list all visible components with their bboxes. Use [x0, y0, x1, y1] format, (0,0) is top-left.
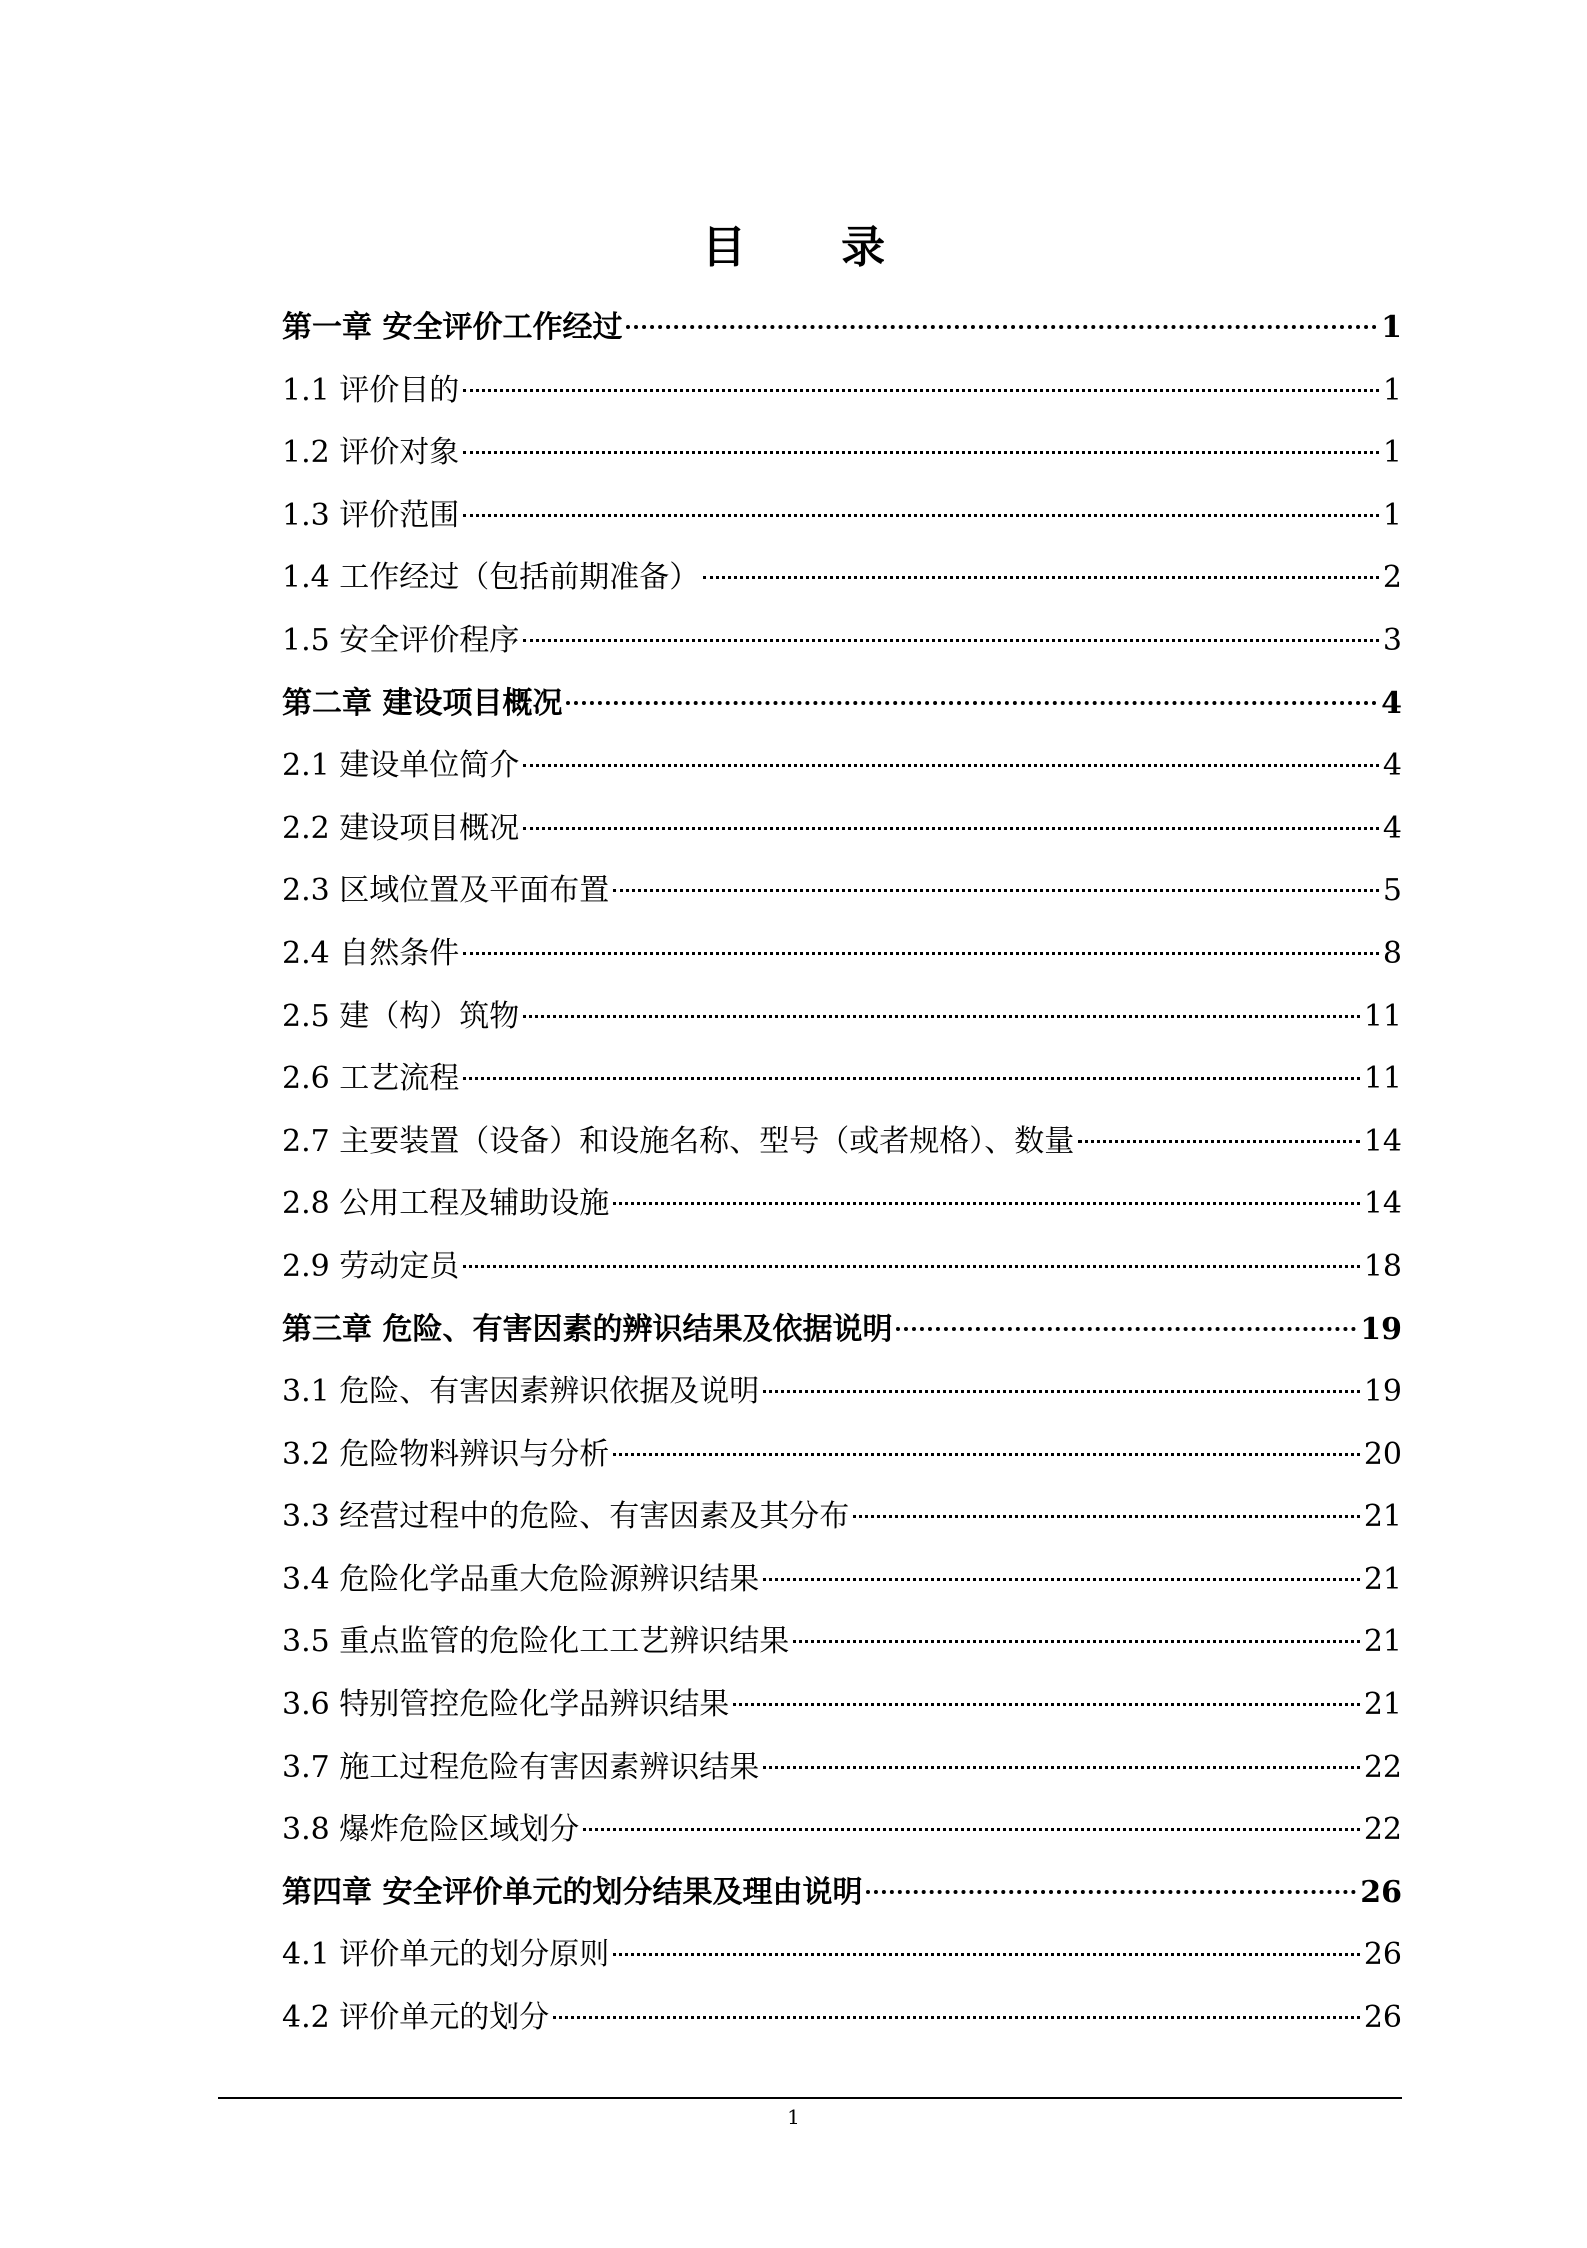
toc-dot-leader	[626, 325, 1377, 329]
toc-section-entry[interactable]	[282, 547, 1402, 610]
toc-dot-leader	[866, 1890, 1356, 1894]
toc-dot-leader	[763, 1766, 1360, 1769]
toc-chapter-entry[interactable]	[282, 1862, 1402, 1925]
toc-dot-leader	[463, 1265, 1360, 1268]
toc-entry-page-number: 20	[1363, 1436, 1402, 1472]
toc-entry-label: 2.9 劳动定员	[282, 1248, 460, 1284]
toc-dot-leader	[613, 1453, 1360, 1456]
toc-entry-label: 1.2 评价对象	[282, 435, 460, 471]
toc-dot-leader	[896, 1327, 1356, 1331]
toc-entry-label: 3.8 爆炸危险区域划分	[282, 1812, 580, 1848]
toc-entry-page-number: 5	[1382, 873, 1402, 909]
toc-entry-label: 1.3 评价范围	[282, 497, 460, 533]
toc-entry-page-number: 26	[1363, 2000, 1402, 2036]
toc-chapter-entry[interactable]	[282, 1299, 1402, 1362]
toc-section-entry[interactable]	[282, 1924, 1402, 1987]
toc-entry-label: 2.4 自然条件	[282, 935, 460, 971]
toc-entry-label: 3.6 特别管控危险化学品辨识结果	[282, 1687, 730, 1723]
toc-entry-label: 2.2 建设项目概况	[282, 810, 520, 846]
toc-section-entry[interactable]	[282, 860, 1402, 923]
toc-dot-leader	[763, 1390, 1360, 1393]
toc-entry-page-number: 14	[1363, 1186, 1402, 1222]
toc-dot-leader	[523, 1015, 1360, 1018]
toc-entry-page-number: 14	[1363, 1123, 1402, 1159]
footer-page-number: 1	[787, 2105, 800, 2129]
toc-entry-page-number: 8	[1382, 935, 1402, 971]
toc-entry-page-number: 22	[1363, 1812, 1402, 1848]
toc-dot-leader	[523, 764, 1379, 767]
toc-entry-page-number: 19	[1363, 1374, 1402, 1410]
toc-entry-label: 第二章 建设项目概况	[282, 685, 563, 721]
toc-entry-page-number: 11	[1363, 1061, 1402, 1097]
table-of-contents	[282, 297, 1402, 2050]
toc-dot-leader	[853, 1515, 1360, 1518]
toc-entry-page-number: 3	[1382, 622, 1402, 658]
toc-entry-page-number: 21	[1363, 1561, 1402, 1597]
toc-dot-leader	[613, 1202, 1360, 1205]
toc-entry-label: 1.1 评价目的	[282, 372, 460, 408]
toc-dot-leader	[463, 389, 1379, 392]
toc-section-entry[interactable]	[282, 1361, 1402, 1424]
toc-section-entry[interactable]	[282, 1987, 1402, 2050]
toc-section-entry[interactable]	[282, 1549, 1402, 1612]
toc-entry-page-number: 19	[1360, 1311, 1402, 1347]
toc-entry-label: 2.1 建设单位简介	[282, 748, 520, 784]
toc-entry-page-number: 2	[1382, 560, 1402, 596]
toc-entry-page-number: 1	[1382, 372, 1402, 408]
toc-entry-label: 2.7 主要装置（设备）和设施名称、型号（或者规格）、数量	[282, 1123, 1075, 1159]
toc-entry-label: 2.5 建（构）筑物	[282, 998, 520, 1034]
toc-section-entry[interactable]	[282, 798, 1402, 861]
toc-dot-leader	[763, 1578, 1360, 1581]
toc-entry-label: 3.3 经营过程中的危险、有害因素及其分布	[282, 1499, 850, 1535]
toc-dot-leader	[553, 2016, 1360, 2019]
toc-section-entry[interactable]	[282, 1048, 1402, 1111]
toc-section-entry[interactable]	[282, 1236, 1402, 1299]
toc-entry-label: 2.3 区域位置及平面布置	[282, 873, 610, 909]
toc-dot-leader	[1078, 1140, 1360, 1143]
toc-entry-page-number: 1	[1382, 497, 1402, 533]
toc-dot-leader	[793, 1640, 1360, 1643]
toc-entry-page-number: 26	[1363, 1937, 1402, 1973]
toc-entry-label: 第一章 安全评价工作经过	[282, 310, 623, 345]
toc-dot-leader	[703, 576, 1379, 579]
toc-entry-page-number: 21	[1363, 1499, 1402, 1535]
toc-dot-leader	[523, 639, 1379, 642]
toc-entry-page-number: 22	[1363, 1749, 1402, 1785]
toc-entry-page-number: 4	[1382, 810, 1402, 846]
page-title: 目 录	[701, 222, 926, 273]
toc-entry-label: 3.2 危险物料辨识与分析	[282, 1436, 610, 1472]
toc-entry-label: 3.4 危险化学品重大危险源辨识结果	[282, 1561, 760, 1597]
toc-entry-label: 3.7 施工过程危险有害因素辨识结果	[282, 1749, 760, 1785]
toc-entry-page-number: 21	[1363, 1687, 1402, 1723]
toc-dot-leader	[566, 701, 1377, 705]
toc-entry-label: 第四章 安全评价单元的划分结果及理由说明	[282, 1874, 863, 1910]
toc-entry-label: 3.5 重点监管的危险化工工艺辨识结果	[282, 1624, 790, 1660]
toc-entry-page-number: 18	[1363, 1248, 1402, 1284]
toc-section-entry[interactable]	[282, 1173, 1402, 1236]
toc-dot-leader	[523, 827, 1379, 830]
toc-entry-label: 2.6 工艺流程	[282, 1061, 460, 1097]
toc-section-entry[interactable]	[282, 923, 1402, 986]
toc-dot-leader	[463, 952, 1379, 955]
toc-entry-page-number: 11	[1363, 998, 1402, 1034]
toc-section-entry[interactable]	[282, 986, 1402, 1049]
toc-entry-page-number: 1	[1382, 435, 1402, 471]
toc-section-entry[interactable]	[282, 1674, 1402, 1737]
toc-entry-label: 1.4 工作经过（包括前期准备）	[282, 560, 700, 596]
toc-entry-label: 4.2 评价单元的划分	[282, 2000, 550, 2036]
toc-section-entry[interactable]	[282, 1486, 1402, 1549]
toc-section-entry[interactable]	[282, 735, 1402, 798]
toc-entry-page-number: 4	[1381, 685, 1402, 721]
toc-section-entry[interactable]	[282, 1111, 1402, 1174]
toc-chapter-entry[interactable]	[282, 673, 1402, 736]
toc-section-entry[interactable]	[282, 610, 1402, 673]
toc-entry-label: 3.1 危险、有害因素辨识依据及说明	[282, 1374, 760, 1410]
toc-dot-leader	[613, 889, 1379, 892]
toc-section-entry[interactable]	[282, 360, 1402, 423]
toc-section-entry[interactable]	[282, 1737, 1402, 1800]
toc-entry-page-number: 21	[1363, 1624, 1402, 1660]
footer-rule	[218, 2097, 1402, 2099]
toc-chapter-entry[interactable]	[282, 297, 1402, 360]
toc-dot-leader	[463, 451, 1379, 454]
toc-dot-leader	[463, 1077, 1360, 1080]
toc-entry-label: 2.8 公用工程及辅助设施	[282, 1186, 610, 1222]
toc-dot-leader	[463, 514, 1379, 517]
toc-section-entry[interactable]	[282, 485, 1402, 548]
toc-section-entry[interactable]	[282, 1611, 1402, 1674]
toc-entry-label: 第三章 危险、有害因素的辨识结果及依据说明	[282, 1311, 893, 1347]
toc-dot-leader	[733, 1703, 1360, 1706]
toc-entry-page-number: 4	[1382, 748, 1402, 784]
toc-section-entry[interactable]	[282, 1424, 1402, 1487]
toc-entry-page-number: 1	[1381, 310, 1402, 345]
toc-dot-leader	[613, 1953, 1360, 1956]
toc-section-entry[interactable]	[282, 1799, 1402, 1862]
toc-section-entry[interactable]	[282, 422, 1402, 485]
toc-dot-leader	[583, 1828, 1360, 1831]
toc-entry-page-number: 26	[1360, 1874, 1402, 1910]
toc-entry-label: 4.1 评价单元的划分原则	[282, 1937, 610, 1973]
toc-entry-label: 1.5 安全评价程序	[282, 622, 520, 658]
